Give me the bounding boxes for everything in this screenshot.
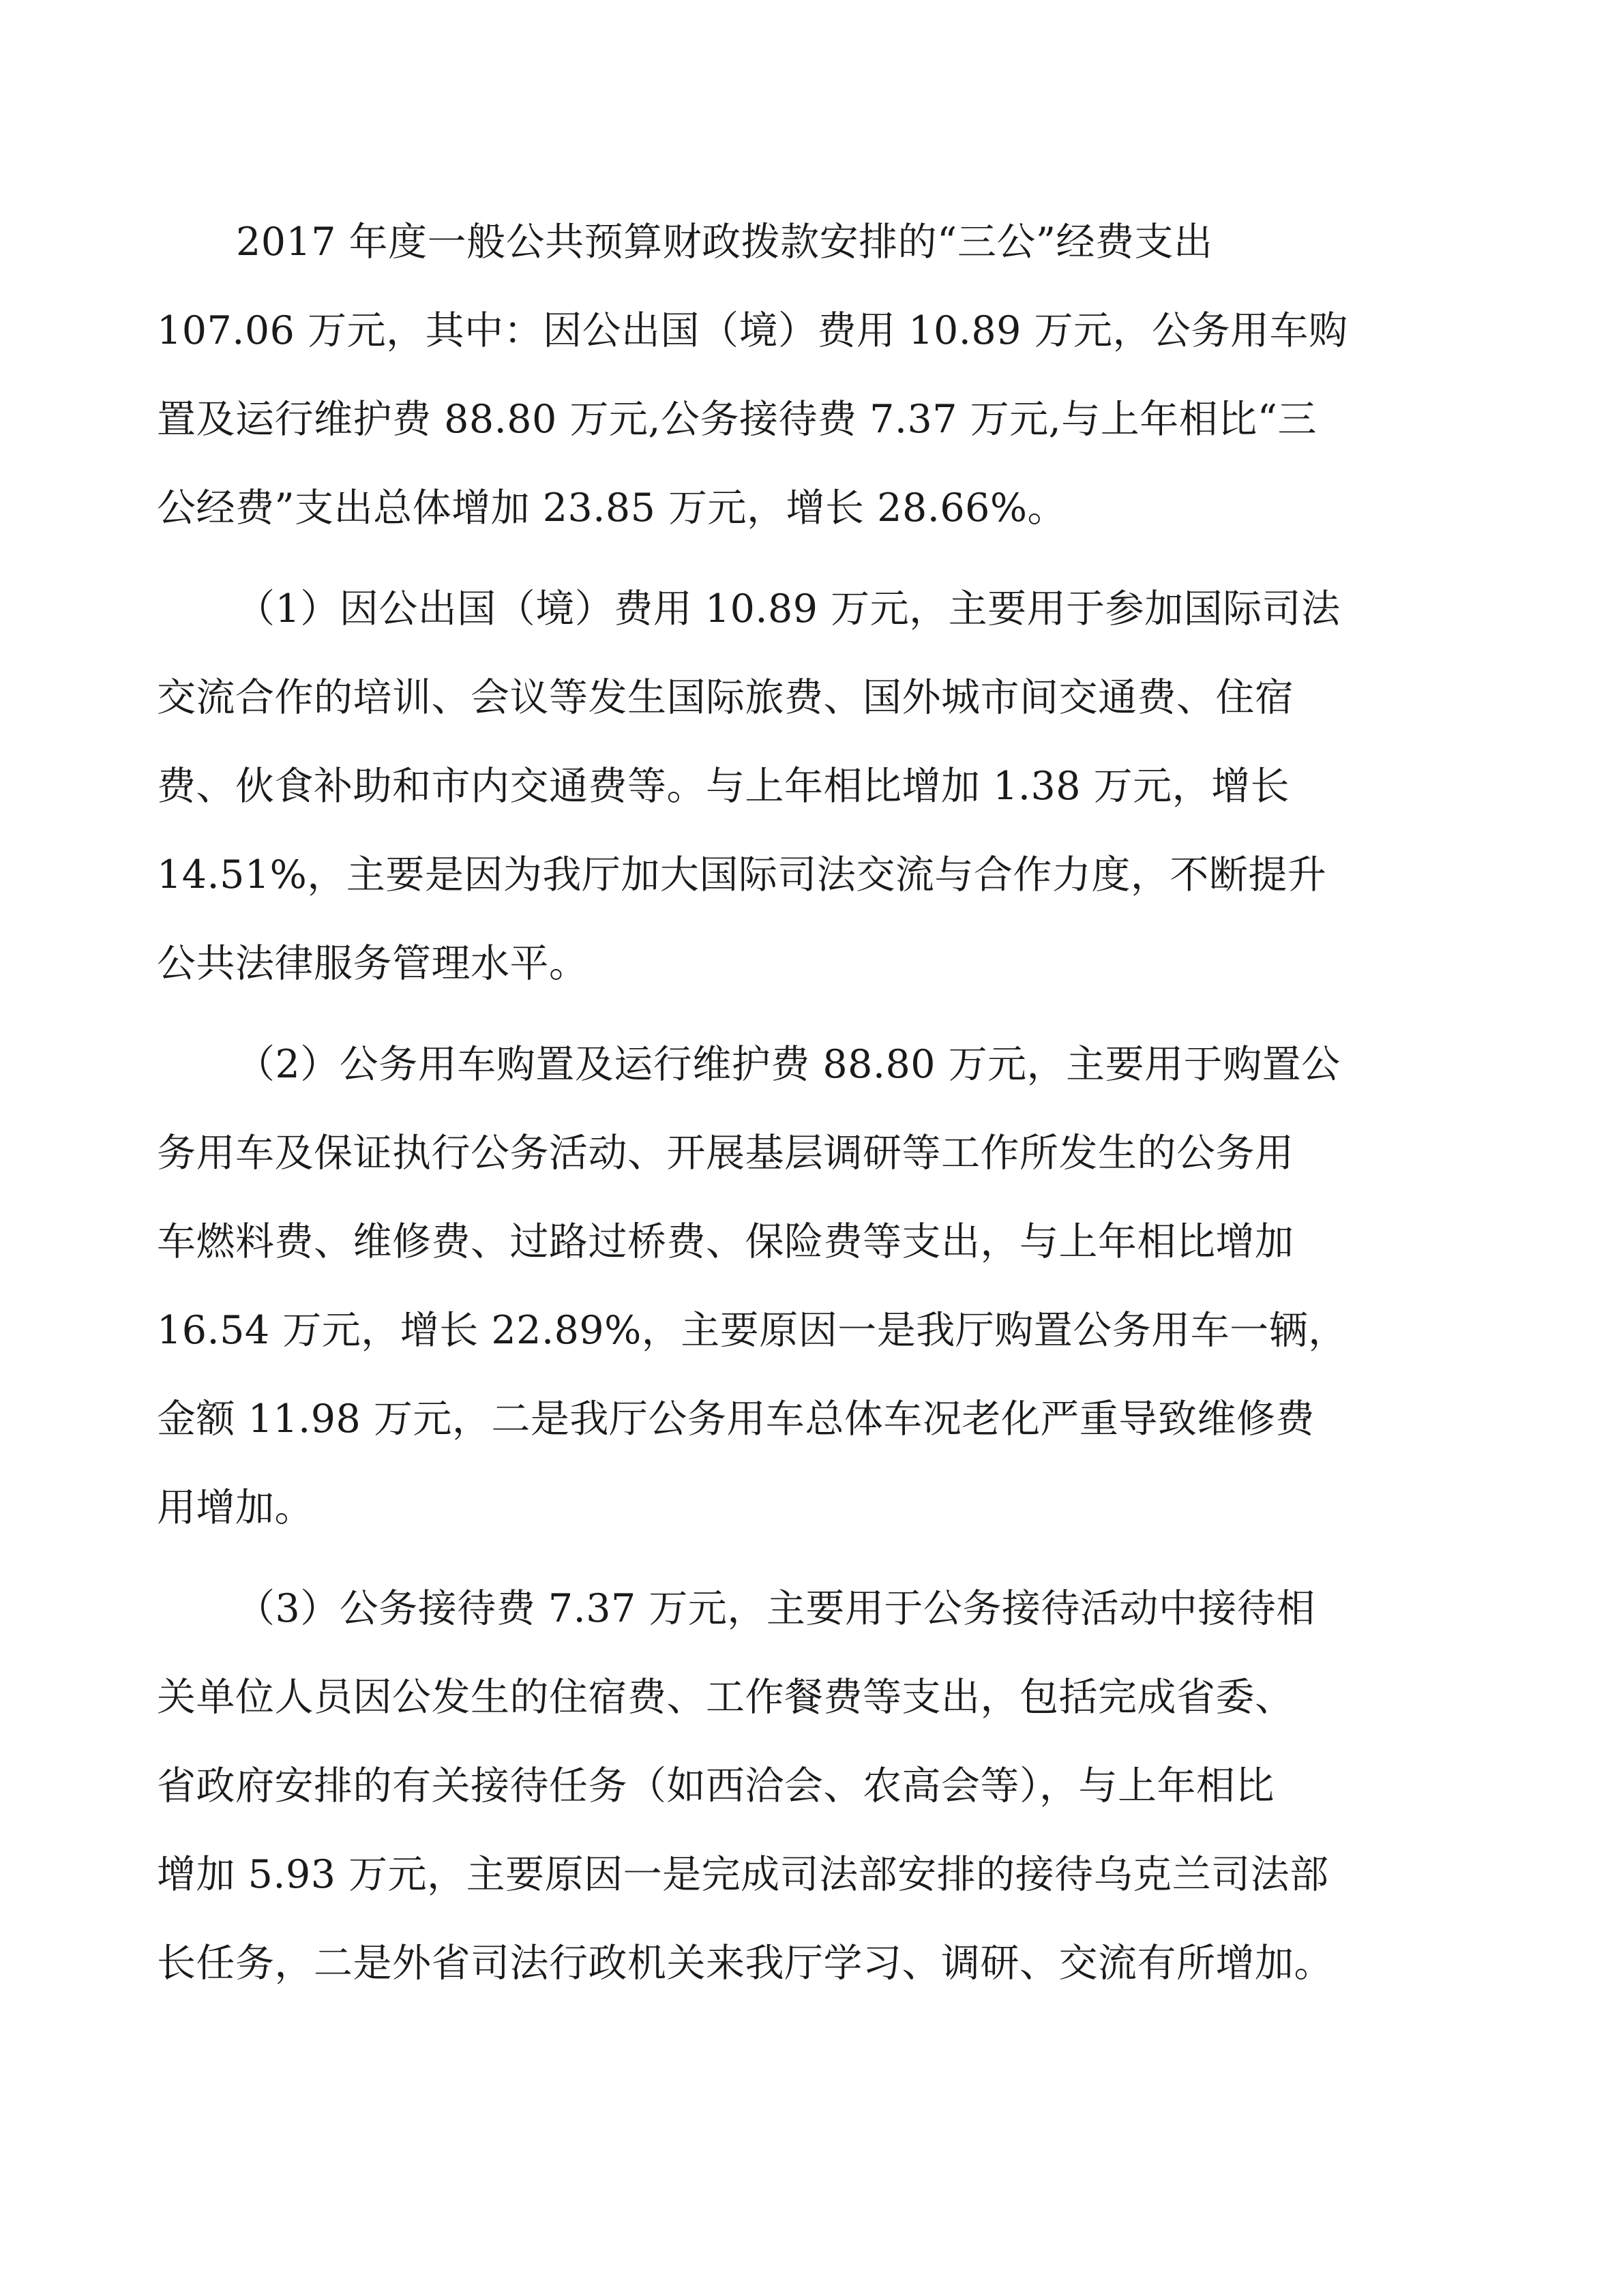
paragraph-official-reception bbox=[157, 1564, 1473, 2008]
text-line: 14.51%，主要是因为我厅加大国际司法交流与合作力度，不断提升 bbox=[157, 852, 1327, 897]
text-line: 务用车及保证执行公务活动、开展基层调研等工作所发生的公务用 bbox=[157, 1131, 1294, 1176]
text-line: 长任务，二是外省司法行政机关来我厅学习、调研、交流有所增加。 bbox=[157, 1941, 1333, 1986]
text-line: 107.06 万元，其中：因公出国（境）费用 10.89 万元，公务用车购 bbox=[157, 308, 1348, 353]
text-line: 16.54 万元，增长 22.89%，主要原因一是我厅购置公务用车一辆， bbox=[157, 1308, 1347, 1353]
paragraph-overseas-travel bbox=[157, 565, 1473, 1008]
text-line: 金额 11.98 万元，二是我厅公务用车总体车况老化严重导致维修费 bbox=[157, 1397, 1315, 1442]
text-line: 公经费”支出总体增加 23.85 万元，增长 28.66%。 bbox=[157, 486, 1067, 531]
paragraph-summary bbox=[157, 198, 1473, 552]
paragraph-official-vehicles bbox=[157, 1020, 1473, 1552]
text-line: 增加 5.93 万元，主要原因一是完成司法部安排的接待乌克兰司法部 bbox=[157, 1852, 1329, 1897]
text-line: 2017 年度一般公共预算财政拨款安排的“三公”经费支出 bbox=[236, 220, 1213, 265]
text-line: 关单位人员因公发生的住宿费、工作餐费等支出，包括完成省委、 bbox=[157, 1675, 1294, 1720]
text-line: 费、伙食补助和市内交通费等。与上年相比增加 1.38 万元，增长 bbox=[157, 764, 1290, 809]
text-line: （3）公务接待费 7.37 万元，主要用于公务接待活动中接待相 bbox=[236, 1586, 1315, 1631]
document-body bbox=[157, 198, 1473, 2020]
text-line: 省政府安排的有关接待任务（如西洽会、农高会等），与上年相比 bbox=[157, 1763, 1275, 1808]
text-line: 交流合作的培训、会议等发生国际旅费、国外城市间交通费、住宿 bbox=[157, 675, 1294, 720]
text-line: 公共法律服务管理水平。 bbox=[157, 941, 589, 986]
text-line: （2）公务用车购置及运行维护费 88.80 万元，主要用于购置公 bbox=[236, 1042, 1341, 1087]
text-line: 置及运行维护费 88.80 万元,公务接待费 7.37 万元,与上年相比“三 bbox=[157, 397, 1317, 442]
text-line: 用增加。 bbox=[157, 1485, 314, 1530]
text-line: （1）因公出国（境）费用 10.89 万元，主要用于参加国际司法 bbox=[236, 586, 1341, 631]
text-line: 车燃料费、维修费、过路过桥费、保险费等支出，与上年相比增加 bbox=[157, 1219, 1294, 1264]
